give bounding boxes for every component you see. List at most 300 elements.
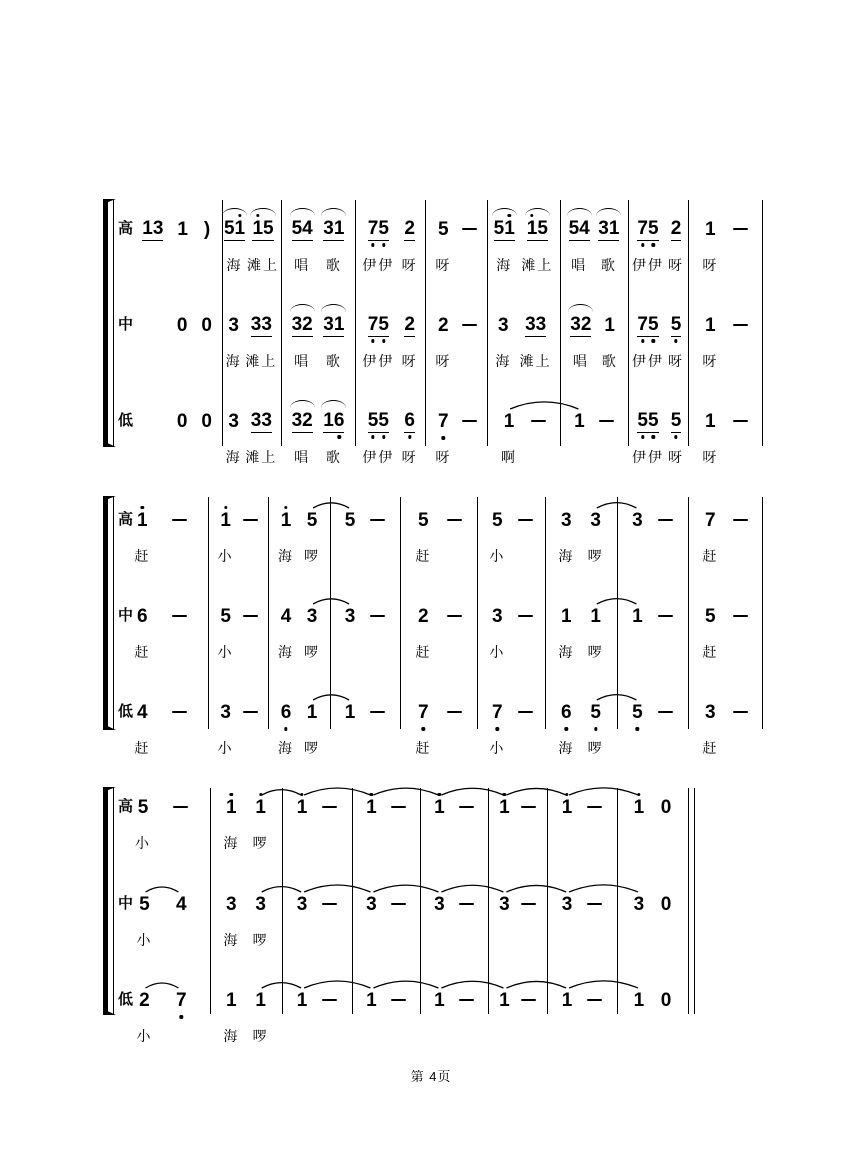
lyric: 啊 xyxy=(501,449,517,465)
note-group xyxy=(307,606,318,627)
notes-row xyxy=(228,408,239,434)
notes-row xyxy=(587,987,602,1013)
note-cell xyxy=(218,603,234,659)
system-bracket xyxy=(103,497,108,729)
note-cell xyxy=(177,216,188,272)
notes-row xyxy=(462,312,477,338)
note-cell xyxy=(574,408,585,464)
note-digit: 2 xyxy=(139,989,150,1011)
note-cell xyxy=(243,699,258,755)
note-cell xyxy=(702,312,718,368)
notes-row xyxy=(438,216,449,242)
note-cell xyxy=(489,699,505,755)
notes-row xyxy=(176,891,187,917)
note-group xyxy=(345,510,356,531)
duration-dash xyxy=(733,324,748,326)
note-group xyxy=(671,218,682,241)
note-digit: 3 xyxy=(705,701,716,723)
notes-row xyxy=(224,216,245,242)
note-group xyxy=(255,990,266,1011)
lyric: 歌 xyxy=(601,353,618,369)
note-cell xyxy=(218,699,234,755)
measure xyxy=(688,699,762,755)
note-group xyxy=(404,410,415,433)
note-group xyxy=(434,797,445,818)
lyric: 滩上 xyxy=(247,257,280,273)
note-cell xyxy=(632,312,664,368)
note-digit: 1 xyxy=(504,217,515,239)
note-digit: 0 xyxy=(660,796,672,818)
lyric: 啰 xyxy=(587,644,604,660)
voice-label-low: 低 xyxy=(118,703,134,720)
measure xyxy=(688,312,762,368)
notes-row xyxy=(562,891,573,917)
duration-dash xyxy=(322,903,337,905)
note-cell xyxy=(668,408,684,464)
note-group xyxy=(137,510,148,531)
measure xyxy=(113,891,210,947)
note-cell xyxy=(278,507,294,563)
notes-row xyxy=(447,699,462,725)
note-digit: 5 xyxy=(637,409,648,431)
notes-row xyxy=(307,699,318,725)
note-group xyxy=(323,218,344,241)
note-cell xyxy=(562,794,573,850)
note-group xyxy=(137,606,148,627)
note-cell xyxy=(136,891,152,947)
note-group xyxy=(525,314,546,337)
note-cell xyxy=(362,216,394,272)
notes-row xyxy=(637,408,658,434)
note-group xyxy=(220,606,231,627)
note-cell xyxy=(391,987,406,1043)
slur-arc xyxy=(492,208,517,216)
note-digit: 5 xyxy=(568,217,580,239)
note-cell xyxy=(632,216,664,272)
note-group xyxy=(434,990,445,1011)
note-cell xyxy=(520,312,552,368)
note-digit: 1 xyxy=(280,509,292,531)
note-cell xyxy=(668,312,684,368)
measure xyxy=(487,312,560,368)
note-digit: 7 xyxy=(492,701,503,723)
note-cell xyxy=(226,408,242,464)
note-cell xyxy=(134,699,150,755)
notes-row xyxy=(391,794,406,820)
note-digit: 3 xyxy=(291,313,303,335)
note-cell xyxy=(459,987,474,1043)
note-digit: 6 xyxy=(333,409,345,431)
note-group xyxy=(494,218,515,241)
measure xyxy=(281,312,355,368)
voice-label-high: 高 xyxy=(118,511,134,528)
lyric: 赶 xyxy=(702,548,719,564)
note-cell xyxy=(297,987,308,1043)
voice-label-mid: 中 xyxy=(118,607,134,624)
measure xyxy=(617,699,688,755)
note-group xyxy=(705,411,716,432)
note-cell xyxy=(558,603,574,659)
note-group xyxy=(281,606,292,627)
lyric: 呀 xyxy=(401,353,418,369)
barline xyxy=(688,788,689,1014)
note-group xyxy=(142,218,163,241)
note-cell xyxy=(562,891,573,947)
note-cell xyxy=(366,794,377,850)
note-digit: 1 xyxy=(142,217,153,239)
note-cell xyxy=(278,603,294,659)
notes-row xyxy=(251,408,272,434)
notes-row xyxy=(438,312,449,338)
note-digit: 5 xyxy=(378,409,389,431)
notes-row xyxy=(201,312,212,338)
note-cell xyxy=(304,507,320,563)
lyric: 海 xyxy=(278,548,294,564)
note-group xyxy=(368,314,389,337)
note-digit: 5 xyxy=(378,217,389,239)
duration-dash xyxy=(733,519,748,521)
note-cell xyxy=(499,891,510,947)
lyric: 滩上 xyxy=(245,353,278,369)
lyric: 唱 xyxy=(572,353,589,369)
note-cell xyxy=(226,312,242,368)
note-digit: 1 xyxy=(366,796,377,818)
duration-dash xyxy=(658,615,673,617)
measure xyxy=(617,987,688,1043)
note-cell xyxy=(345,507,356,563)
note-cell xyxy=(176,987,187,1043)
notes-row xyxy=(705,699,716,725)
note-digit: 1 xyxy=(561,796,573,818)
note-group xyxy=(292,218,313,241)
note-digit: 2 xyxy=(302,313,313,335)
notes-row xyxy=(733,699,748,725)
note-cell xyxy=(632,699,643,755)
note-cell xyxy=(434,794,445,850)
measure xyxy=(628,216,688,272)
note-group xyxy=(438,411,449,432)
note-cell xyxy=(462,216,477,272)
measure xyxy=(617,794,688,850)
note-cell xyxy=(531,408,546,464)
note-digit: 1 xyxy=(252,217,264,239)
notes-row xyxy=(418,699,429,725)
note-digit: 0 xyxy=(660,893,672,915)
note-group xyxy=(434,894,445,915)
note-group xyxy=(220,702,231,723)
duration-dash xyxy=(521,806,536,808)
measure xyxy=(487,216,560,272)
note-cell xyxy=(668,216,684,272)
note-cell xyxy=(733,699,748,755)
measure xyxy=(477,603,545,659)
note-group xyxy=(562,797,573,818)
score-system-1 xyxy=(0,200,862,468)
duration-dash xyxy=(459,903,474,905)
duration-dash xyxy=(587,903,602,905)
measure xyxy=(352,987,420,1043)
note-digit: 1 xyxy=(590,605,601,627)
lyric: 伊伊 xyxy=(362,353,395,369)
lyric: 海 xyxy=(223,1028,240,1044)
notes-row xyxy=(671,312,682,338)
note-group xyxy=(251,410,272,433)
note-cell xyxy=(142,216,163,272)
note-cell xyxy=(702,699,718,755)
note-group xyxy=(604,315,615,336)
note-digit: 7 xyxy=(367,217,379,239)
note-digit: 6 xyxy=(280,701,292,723)
measure xyxy=(547,794,617,850)
note-cell xyxy=(634,987,645,1043)
note-group xyxy=(228,315,239,336)
note-cell xyxy=(177,312,188,368)
notes-row xyxy=(173,794,188,820)
notes-row xyxy=(705,507,716,533)
lyric: 呀 xyxy=(702,449,719,465)
note-group xyxy=(637,410,658,433)
note-cell xyxy=(434,987,445,1043)
note-cell xyxy=(415,507,431,563)
duration-dash xyxy=(447,615,462,617)
note-digit: 3 xyxy=(633,893,645,915)
notes-row xyxy=(226,987,237,1013)
note-digit: 1 xyxy=(434,989,445,1011)
notes-row xyxy=(632,603,643,629)
duration-dash xyxy=(243,615,258,617)
notes-row xyxy=(634,794,645,820)
notes-row xyxy=(632,507,643,533)
note-digit: 6 xyxy=(137,605,148,627)
notes-row xyxy=(391,891,406,917)
note-cell xyxy=(253,794,269,850)
slur-arc xyxy=(568,304,593,312)
notes-row xyxy=(492,507,503,533)
duration-dash xyxy=(322,806,337,808)
notes-row xyxy=(177,216,188,242)
measure xyxy=(617,507,688,563)
notes-row xyxy=(671,408,682,434)
lyric: 呀 xyxy=(435,257,452,273)
notes-row xyxy=(281,603,292,629)
slur-arc xyxy=(290,400,315,408)
measure xyxy=(113,216,222,272)
note-group xyxy=(574,411,585,432)
note-digit: 4 xyxy=(175,893,187,915)
notes-row xyxy=(705,408,716,434)
duration-dash xyxy=(733,711,748,713)
note-digit: 5 xyxy=(537,217,548,239)
lyric: 歌 xyxy=(600,257,617,273)
lyric: 海 xyxy=(558,740,575,756)
lyric: 啰 xyxy=(252,835,269,851)
duration-dash xyxy=(462,228,477,230)
note-digit: 3 xyxy=(220,701,231,723)
note-group xyxy=(255,894,266,915)
note-digit: 3 xyxy=(323,217,334,239)
note-digit: 5 xyxy=(418,509,429,531)
duration-dash xyxy=(172,519,187,521)
note-digit: 5 xyxy=(632,701,643,723)
measure xyxy=(425,312,487,368)
note-group xyxy=(418,702,429,723)
notes-row xyxy=(323,408,344,434)
note-cell xyxy=(558,699,574,755)
notes-row xyxy=(587,891,602,917)
note-cell xyxy=(173,794,188,850)
notes-row xyxy=(569,216,590,242)
note-group xyxy=(661,894,672,915)
note-cell xyxy=(632,603,643,659)
note-digit: 5 xyxy=(493,217,505,239)
lyric: 海 xyxy=(226,257,243,273)
notes-row xyxy=(292,216,313,242)
lyric: 啰 xyxy=(304,548,320,564)
measure xyxy=(268,507,330,563)
note-digit: 7 xyxy=(175,989,187,1011)
note-digit: 1 xyxy=(499,989,510,1011)
note-digit: 1 xyxy=(574,410,585,432)
note-group xyxy=(504,411,515,432)
notes-row xyxy=(404,408,415,434)
measure xyxy=(222,312,281,368)
note-digit: 3 xyxy=(296,893,308,915)
notes-row xyxy=(370,699,385,725)
notes-row xyxy=(447,603,462,629)
note-group xyxy=(632,606,643,627)
note-digit: 2 xyxy=(670,217,682,239)
lyric: 海 xyxy=(495,353,512,369)
note-cell xyxy=(459,794,474,850)
voice-label-high: 高 xyxy=(118,220,134,237)
notes-row xyxy=(322,987,337,1013)
note-group xyxy=(527,218,548,241)
duration-dash xyxy=(531,420,546,422)
note-cell xyxy=(323,408,344,464)
note-cell xyxy=(224,216,245,272)
lyric: 伊伊 xyxy=(632,449,664,465)
note-cell xyxy=(434,891,445,947)
notes-row xyxy=(418,603,429,629)
note-group xyxy=(252,218,273,241)
notes-row xyxy=(281,507,292,533)
note-digit: 2 xyxy=(438,314,449,336)
note-digit: 5 xyxy=(705,605,716,627)
notes-row xyxy=(634,987,645,1013)
note-cell xyxy=(489,603,505,659)
measure xyxy=(487,408,560,464)
note-cell xyxy=(661,794,672,850)
note-digit: 3 xyxy=(306,605,318,627)
note-cell xyxy=(322,794,337,850)
note-group xyxy=(176,990,187,1011)
measure xyxy=(355,408,425,464)
slur-arc xyxy=(290,304,315,312)
note-cell xyxy=(558,507,574,563)
lyric: 呀 xyxy=(401,257,418,273)
note-digit: 3 xyxy=(590,509,601,531)
duration-dash xyxy=(447,711,462,713)
note-cell xyxy=(733,312,748,368)
lyric: 小 xyxy=(217,644,234,660)
measure xyxy=(281,408,355,464)
notes-row xyxy=(297,987,308,1013)
lyric: 小 xyxy=(217,740,234,756)
duration-dash xyxy=(172,615,187,617)
note-cell xyxy=(733,408,748,464)
notes-row xyxy=(570,312,591,338)
notes-row xyxy=(177,408,188,434)
note-digit: 3 xyxy=(152,217,164,239)
duration-dash xyxy=(733,615,748,617)
notes-row xyxy=(562,794,573,820)
duration-dash xyxy=(370,519,385,521)
note-cell xyxy=(435,312,451,368)
note-group xyxy=(281,510,292,531)
duration-dash xyxy=(521,903,536,905)
note-cell xyxy=(366,891,377,947)
note-group xyxy=(492,510,503,531)
notes-row xyxy=(492,603,503,629)
notes-row xyxy=(561,507,572,533)
barline xyxy=(694,788,695,1014)
slur-arc xyxy=(321,208,346,216)
note-group xyxy=(226,990,237,1011)
lyric: 赶 xyxy=(702,740,719,756)
lyric: 伊伊 xyxy=(362,257,395,273)
note-digit: 4 xyxy=(302,217,313,239)
note-cell xyxy=(370,507,385,563)
note-digit: 3 xyxy=(323,313,334,335)
notes-row xyxy=(494,216,515,242)
lyric: 啰 xyxy=(304,740,320,756)
measure xyxy=(281,216,355,272)
duration-dash xyxy=(447,519,462,521)
note-digit: 1 xyxy=(255,989,266,1011)
note-digit: 2 xyxy=(302,409,313,431)
note-cell xyxy=(521,216,553,272)
measure xyxy=(617,891,688,947)
note-group xyxy=(139,990,150,1011)
note-cell xyxy=(322,891,337,947)
notes-row xyxy=(590,603,601,629)
note-group xyxy=(590,510,601,531)
notes-row xyxy=(521,987,536,1013)
lyric: 唱 xyxy=(571,257,588,273)
lyric: 海 xyxy=(278,740,294,756)
note-cell xyxy=(292,408,313,464)
note-digit: 5 xyxy=(344,509,356,531)
notes-row xyxy=(671,216,682,242)
note-digit: 5 xyxy=(223,217,235,239)
note-cell xyxy=(435,408,451,464)
note-group xyxy=(598,218,619,241)
note-digit: 0 xyxy=(201,410,212,432)
notes-row xyxy=(527,216,548,242)
notes-row xyxy=(590,699,601,725)
notes-row xyxy=(518,699,533,725)
notes-row xyxy=(434,987,445,1013)
note-cell xyxy=(370,603,385,659)
lyric: 呀 xyxy=(702,257,719,273)
lyric: 呀 xyxy=(668,257,684,273)
note-cell xyxy=(518,507,533,563)
note-digit: 5 xyxy=(291,217,303,239)
note-group xyxy=(366,894,377,915)
notes-row xyxy=(172,603,187,629)
measure xyxy=(560,312,628,368)
notes-row xyxy=(438,408,449,434)
